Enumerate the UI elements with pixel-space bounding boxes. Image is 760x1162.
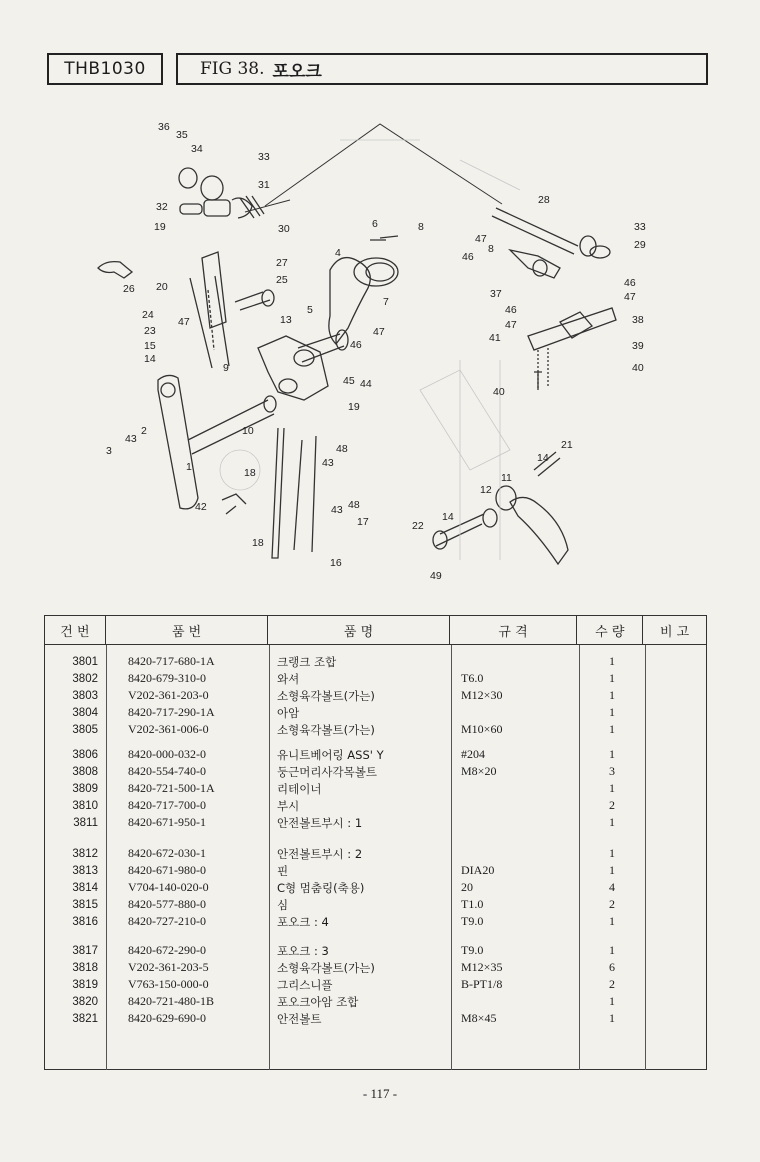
callout-17: 17 [357, 516, 369, 528]
callout-15: 15 [144, 340, 156, 352]
callout-11: 11 [501, 472, 512, 484]
cell-qty: 6 [609, 960, 615, 974]
header-part-no: 품 번 [106, 616, 268, 644]
cell-spec: M8×20 [461, 764, 497, 778]
table-row [45, 814, 708, 831]
callout-31: 31 [258, 179, 270, 191]
callout-39: 39 [632, 340, 644, 352]
callout-20: 20 [156, 281, 168, 293]
cell-no: 3804 [72, 706, 98, 719]
callout-19: 19 [154, 221, 166, 233]
cell-spec: #204 [461, 747, 485, 761]
table-row [45, 913, 708, 930]
header-qty: 수 량 [577, 616, 643, 644]
cell-spec: 20 [461, 880, 473, 894]
cell-no: 3812 [72, 847, 98, 860]
figure-label: FIG 38. [200, 59, 265, 79]
callout-2: 2 [141, 425, 147, 437]
callout-16: 16 [330, 557, 342, 569]
cell-qty: 1 [609, 863, 615, 877]
cell-no: 3814 [72, 881, 98, 894]
cell-part-no: 8420-727-210-0 [128, 914, 206, 928]
cell-part-no: 8420-672-290-0 [128, 943, 206, 957]
callout-47: 47 [178, 316, 190, 328]
callout-9: 9 [223, 362, 229, 374]
cell-spec: T9.0 [461, 943, 484, 957]
callout-28: 28 [538, 194, 550, 206]
table-body [45, 645, 706, 1070]
callout-24: 24 [142, 309, 154, 321]
callout-36: 36 [158, 121, 170, 133]
cell-part-no: 8420-000-032-0 [128, 747, 206, 761]
cell-name: 핀 [277, 863, 289, 878]
callout-33b: 33 [634, 221, 646, 233]
callout-49: 49 [430, 570, 442, 582]
table-row [45, 797, 708, 814]
cell-name: 소형육각볼트(가는) [277, 688, 375, 703]
cell-name: 아암 [277, 705, 300, 720]
table-row [45, 653, 708, 670]
callout-45: 45 [343, 375, 355, 387]
cell-qty: 1 [609, 705, 615, 719]
header-spec: 규 격 [450, 616, 578, 644]
callout-23: 23 [144, 325, 156, 337]
header-name: 품 명 [268, 616, 449, 644]
callout-43c: 43 [331, 504, 343, 516]
table-row [45, 721, 708, 738]
cell-qty: 1 [609, 747, 615, 761]
cell-no: 3819 [72, 978, 98, 991]
table-row [45, 763, 708, 780]
cell-qty: 1 [609, 688, 615, 702]
cell-part-no: 8420-629-690-0 [128, 1011, 206, 1025]
cell-no: 3811 [73, 816, 98, 829]
cell-no: 3810 [72, 799, 98, 812]
page-number: - 117 - [362, 1086, 398, 1101]
callout-40: 40 [632, 362, 644, 374]
callout-25: 25 [276, 274, 288, 286]
figure-title-box [176, 53, 708, 85]
table-row [45, 780, 708, 797]
callout-32: 32 [156, 201, 168, 213]
callout-8: 8 [418, 221, 424, 233]
cell-no: 3809 [72, 782, 98, 795]
table-row [45, 959, 708, 976]
callout-43: 43 [125, 433, 137, 445]
parts-table [44, 615, 707, 1070]
cell-name: C형 멈춤링(축용) [277, 880, 365, 895]
cell-name: 안전볼트부시 : 1 [277, 815, 363, 830]
callout-34: 34 [191, 143, 203, 155]
cell-no: 3803 [72, 689, 98, 702]
cell-qty: 2 [609, 798, 615, 812]
callout-13: 13 [280, 314, 292, 326]
callout-47e: 47 [505, 319, 517, 331]
cell-qty: 1 [609, 722, 615, 736]
cell-spec: B-PT1/8 [461, 977, 503, 991]
cell-name: 심 [277, 897, 289, 912]
callout-10: 10 [242, 425, 254, 437]
cell-no: 3808 [72, 765, 98, 778]
callout-46d: 46 [505, 304, 517, 316]
table-row [45, 879, 708, 896]
table-row [45, 687, 708, 704]
cell-spec: M12×35 [461, 960, 503, 974]
cell-name: 안전볼트 [277, 1011, 322, 1026]
callout-3: 3 [106, 445, 112, 457]
cell-qty: 1 [609, 781, 615, 795]
callout-46c: 46 [624, 277, 636, 289]
callout-33: 33 [258, 151, 270, 163]
cell-qty: 1 [609, 671, 615, 685]
callout-42: 42 [195, 501, 207, 513]
callout-41: 41 [489, 332, 501, 344]
callout-5: 5 [307, 304, 313, 316]
cell-part-no: 8420-721-500-1A [128, 781, 215, 795]
callout-27: 27 [276, 257, 288, 269]
cell-no: 3815 [72, 898, 98, 911]
cell-part-no: 8420-672-030-1 [128, 846, 206, 860]
cell-name: 둥근머리사각목볼트 [277, 764, 377, 779]
callout-48b: 48 [348, 499, 360, 511]
cell-part-no: 8420-577-880-0 [128, 897, 206, 911]
cell-no: 3816 [72, 915, 98, 928]
cell-qty: 3 [609, 764, 615, 778]
cell-no: 3820 [72, 995, 98, 1008]
cell-qty: 4 [609, 880, 615, 894]
cell-qty: 1 [609, 815, 615, 829]
callout-21: 21 [561, 439, 573, 451]
cell-qty: 2 [609, 977, 615, 991]
cell-part-no: 8420-721-480-1B [128, 994, 214, 1008]
table-row [45, 862, 708, 879]
callout-47c: 47 [475, 233, 487, 245]
cell-qty: 1 [609, 943, 615, 957]
exploded-parts-diagram [40, 100, 720, 600]
cell-no: 3802 [72, 672, 98, 685]
cell-spec: M10×60 [461, 722, 503, 736]
callout-19b: 19 [348, 401, 360, 413]
cell-name: 포오크 : 4 [277, 914, 329, 929]
callout-12: 12 [480, 484, 492, 496]
cell-name: 포오크 : 3 [277, 943, 329, 958]
part-callouts [106, 121, 646, 582]
model-code-box [47, 53, 163, 85]
cell-qty: 1 [609, 846, 615, 860]
cell-part-no: V202-361-006-0 [128, 722, 209, 736]
callout-46: 46 [350, 339, 362, 351]
header-remark: 비 고 [659, 624, 690, 640]
cell-part-no: V202-361-203-0 [128, 688, 209, 702]
table-row [45, 845, 708, 862]
callout-18b: 18 [252, 537, 264, 549]
table-row [45, 1010, 708, 1027]
cell-name: 유니트베어링 ASS' Y [277, 747, 384, 762]
callout-38: 38 [632, 314, 644, 326]
cell-name: 부시 [277, 798, 300, 813]
cell-qty: 1 [609, 994, 615, 1008]
cell-name: 그리스니플 [277, 977, 333, 992]
cell-name: 크랭크 조합 [277, 654, 337, 669]
callout-14b: 14 [537, 452, 549, 464]
cell-no: 3821 [72, 1012, 98, 1025]
cell-qty: 1 [609, 654, 615, 668]
callout-43b: 43 [322, 457, 334, 469]
cell-qty: 1 [609, 1011, 615, 1025]
callout-7: 7 [383, 296, 389, 308]
cell-spec: DIA20 [461, 863, 495, 877]
cell-name: 와셔 [277, 671, 300, 686]
table-row [45, 942, 708, 959]
table-row [45, 993, 708, 1010]
cell-part-no: V704-140-020-0 [128, 880, 209, 894]
cell-spec: M8×45 [461, 1011, 497, 1025]
cell-no: 3801 [72, 655, 98, 668]
table-row [45, 896, 708, 913]
cell-name: 리테이너 [277, 781, 322, 796]
cell-spec: M12×30 [461, 688, 503, 702]
callout-29: 29 [634, 239, 646, 251]
callout-30: 30 [278, 223, 290, 235]
callout-8b: 8 [488, 243, 494, 255]
cell-part-no: V763-150-000-0 [128, 977, 209, 991]
cell-name: 소형육각볼트(가는) [277, 960, 375, 975]
callout-14c: 14 [442, 511, 454, 523]
callout-47d: 47 [624, 291, 636, 303]
cell-qty: 2 [609, 897, 615, 911]
callout-4: 4 [335, 247, 341, 259]
cell-part-no: 8420-554-740-0 [128, 764, 206, 778]
header-no: 건 번 [45, 616, 106, 644]
table-row [45, 704, 708, 721]
cell-name: 소형육각볼트(가는) [277, 722, 375, 737]
callout-44: 44 [360, 378, 372, 390]
cell-no: 3806 [72, 748, 98, 761]
callout-18: 18 [244, 467, 256, 479]
callout-46b: 46 [462, 251, 474, 263]
table-row [45, 746, 708, 763]
cell-part-no: V202-361-203-5 [128, 960, 209, 974]
cell-no: 3805 [72, 723, 98, 736]
model-code: THB1030 [64, 59, 146, 79]
callout-14: 14 [144, 353, 156, 365]
callout-37: 37 [490, 288, 502, 300]
cell-qty: 1 [609, 914, 615, 928]
cell-part-no: 8420-717-680-1A [128, 654, 215, 668]
cell-no: 3817 [72, 944, 98, 957]
callout-48: 48 [336, 443, 348, 455]
callout-1: 1 [186, 461, 192, 473]
cell-part-no: 8420-671-950-1 [128, 815, 206, 829]
cell-part-no: 8420-679-310-0 [128, 671, 206, 685]
cell-spec: T1.0 [461, 897, 484, 911]
cell-spec: T6.0 [461, 671, 484, 685]
callout-35: 35 [176, 129, 188, 141]
figure-title: 포오크 [272, 61, 322, 82]
cell-spec: T9.0 [461, 914, 484, 928]
callout-40b: 40 [493, 386, 505, 398]
cell-name: 포오크아암 조합 [277, 994, 359, 1009]
cell-part-no: 8420-671-980-0 [128, 863, 206, 877]
cell-no: 3818 [72, 961, 98, 974]
table-header [45, 616, 706, 645]
cell-part-no: 8420-717-700-0 [128, 798, 206, 812]
callout-6: 6 [372, 218, 378, 230]
cell-no: 3813 [72, 864, 98, 877]
callout-22: 22 [412, 520, 424, 532]
table-row [45, 670, 708, 687]
table-row [45, 976, 708, 993]
cell-part-no: 8420-717-290-1A [128, 705, 215, 719]
cell-name: 안전볼트부시 : 2 [277, 846, 363, 861]
callout-26: 26 [123, 283, 135, 295]
callout-47b: 47 [373, 326, 385, 338]
